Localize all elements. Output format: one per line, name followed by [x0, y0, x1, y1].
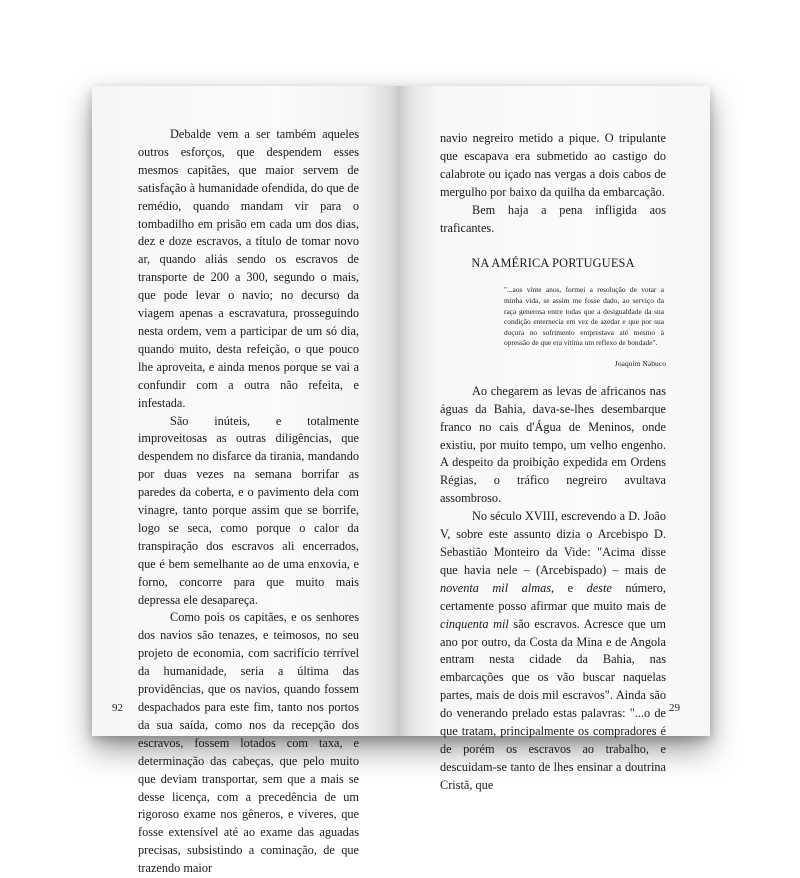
para2-italic-cinquenta: cinquenta mil — [440, 616, 509, 631]
open-book — [92, 86, 710, 876]
para2-text-g: são escravos. Acresce que um ano por outro, da Costa da Mina e de Angola entram nesta cidade da Bahia, nas embarcações que os vão buscar naquelas partes, mais de dois mil escravos". Ainda são do venerando prelado estas palavras: "...o de que tratam, principalmente os compradores é de porém os escravos ao trabalho, e descuidam-se tanto de lhes ensinar a doutrina Cristã, que — [440, 616, 666, 792]
para2-italic-deste: deste — [586, 580, 612, 595]
right-intro-paragraph: navio negreiro metido a pique. O tripulante que escapava era submetido ao castigo do calabrote ou içado nas vergas a dois cabos de mergulho por baixo da quilha da embarcação. — [440, 131, 666, 199]
right-closing-line: Bem haja a pena infligida aos traficantes. — [440, 202, 666, 235]
right-page-number: 29 — [669, 702, 680, 714]
para2-text-a: No século XVIII, escrevendo a D. João V, sobre este assunto dizia o Arcebispo D. Sebastião Monteiro da Vide: "Acima disse que havia nele – (Arcebispado) – mais de — [440, 509, 666, 577]
para2-italic-almas: noventa mil almas — [440, 580, 552, 595]
left-page — [92, 86, 400, 876]
left-paragraph-2: São inúteis, e totalmente improveitosas as outras diligências, que despendem no disfarce da tirania, mandando por duas vezes na semana borrifar as paredes da coberta, e o pavimento dela com vinagre, tanto porque assim que se borrife, logo se seca, como porque o calor da transpiração dos escravos ali encerrados, que é bem semelhante ao de uma enxovia, e forno, concorre para que muito mais depressa ele desapareça. — [138, 413, 359, 607]
left-page-number: 92 — [112, 702, 123, 714]
left-paragraph-1: Debalde vem a ser também aqueles outros esforços, que despendem esses mesmos capitães, que maior servem de satisfação à humanidade ofendida, do que de remédio, quando mandam vir para o tombadilho em prisão em cada um dos dias, dez e doze escravos, a título de tomar novo ar, quando aliás sendo os escravos de transporte de 200 a 300, segundo o mais, que pode levar o navio; no decurso da viagem apenas a escravatura, prosseguindo nesta ordem, vem a participar de um só dia, quando muito, desta refeição, o que pouco lhe aproveita, e ainda menos porque se vai a confundir com a outra não refeita, e infestada. — [138, 127, 359, 410]
left-paragraph-3: Como pois os capitães, e os senhores dos navios são tenazes, e teimosos, no seu projeto de economia, com sacrifício terrível da humanidade, seria a última das providências, que os navios, quando fossem despachados para este fim, tanto nos portos da sua saída, como nos da recepção dos escravos, fossem lotados com taxa, e determinação das cabeças, que pelo muito que deviam transportar, sem que a mais se desse licença, com a precedência de um rigoroso exame nos gêneros, e víveres, que fosse extensível até ao exame das aguadas precisas, subsistindo a cominação, de que trazendo maior — [138, 610, 359, 876]
epigraph-quote: "...aos vinte anos, formei a resolução de votar a minha vida, se assim me fosse dado, ao serviço da raça generosa entre todas que a desigualdade da sua condição enternecia em vez de azedar e que por sua doçura no sofrimento emprestava até mesmo à opressão de que era vítima um reflexo de bondade". — [504, 285, 664, 348]
epigraph-author: Joaquim Nabuco — [614, 358, 666, 368]
para2-text-e: número, certamente posso afirmar que muito mais de — [440, 580, 666, 613]
right-paragraph-2 — [440, 508, 666, 795]
right-page-text — [440, 130, 666, 795]
section-title: NA AMÉRICA PORTUGUESA — [471, 256, 635, 271]
right-page — [400, 86, 710, 792]
left-page-text — [138, 126, 359, 878]
right-paragraph-1: Ao chegarem as levas de africanos nas águas da Bahia, dava-se-lhes desembarque franco no cais d'Água de Meninos, onde existiu, por muito tempo, um velho engenho. A despeito da proibição expedida em Ordens Régias, o tráfico negreiro avultava assombroso. — [440, 383, 666, 506]
para2-text-c: , e — [551, 580, 587, 595]
